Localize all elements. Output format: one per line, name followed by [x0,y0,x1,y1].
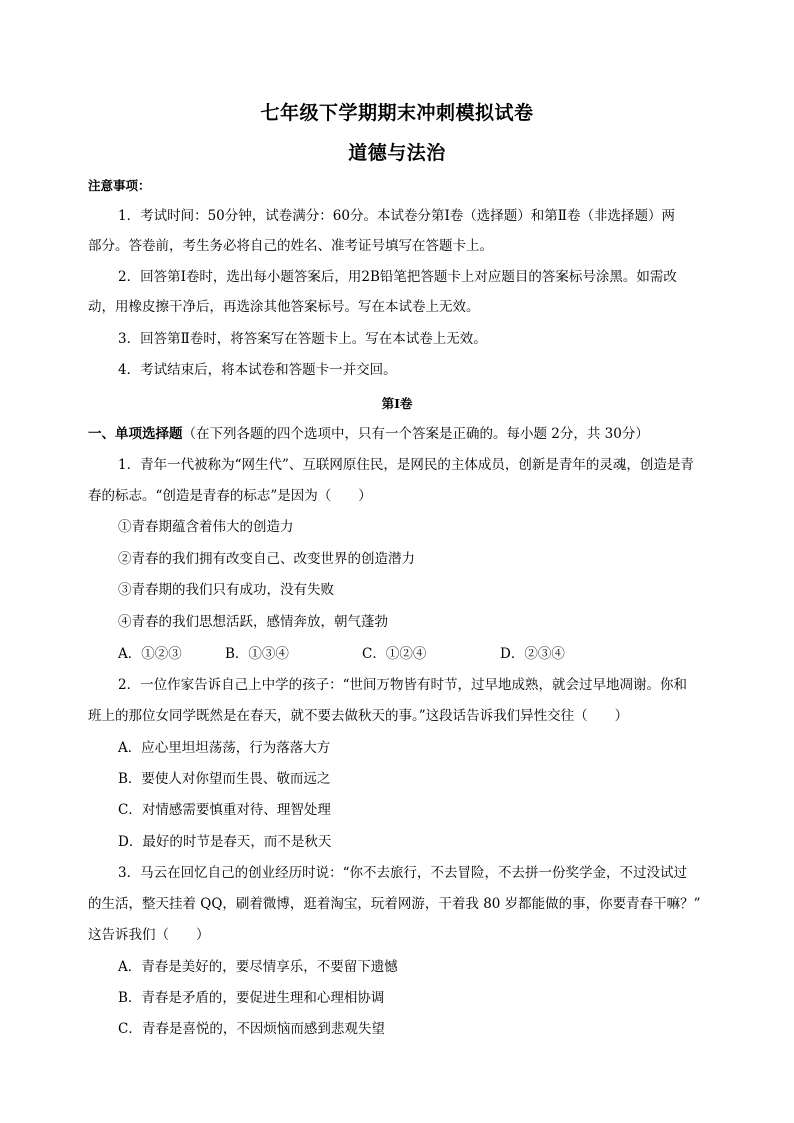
q1-option-b: B．①③④ [225,646,289,662]
q3-stem-line-3: 这告诉我们（ ） [88,927,210,943]
q2-option-d: D．最好的时节是春天，而不是秋天 [118,834,332,850]
q1-option-a: A．①②③ [118,646,182,662]
q1-statement-4: ④青春的我们思想活跃，感情奔放，朝气蓬勃 [118,614,388,630]
q1-stem-line-2: 春的标志。“创造是青春的标志”是因为（ ） [88,488,372,504]
q1-statement-1: ①青春期蕴含着伟大的创造力 [118,519,294,535]
note-3: 3．回答第Ⅱ卷时，将答案写在答题卡上。写在本试卷上无效。 [118,331,487,347]
q2-stem-line-1: 2．一位作家告诉自己上中学的孩子：“世间万物皆有时节，过早地成熟，就会过早地凋谢。你和 [118,677,687,693]
section-title: 第Ⅰ卷 [381,396,413,411]
q1-option-c: C．①②④ [362,646,427,662]
part-1-label: 一、单项选择题 [88,426,183,442]
q1-statement-3: ③青春期的我们只有成功，没有失败 [118,582,334,598]
q3-stem-line-1: 3．马云在回忆自己的创业经历时说：“你不去旅行，不去冒险，不去拼一份奖学金，不过没试过 [118,865,687,881]
q2-option-a: A．应心里坦坦荡荡，行为落落大方 [118,740,331,756]
q3-option-b: B．青春是矛盾的，要促进生理和心理相协调 [118,990,385,1006]
subject-title: 道德与法治 [348,142,446,164]
q2-option-b: B．要使人对你望而生畏、敬而远之 [118,771,331,787]
q3-option-a: A．青春是美好的，要尽情享乐，不要留下遗憾 [118,959,398,975]
q1-option-d: D．②③④ [500,646,565,662]
exam-title: 七年级下学期期末冲刺模拟试卷 [260,102,534,124]
q3-option-c: C．青春是喜悦的，不因烦恼而感到悲观失望 [118,1021,385,1037]
q1-statement-2: ②青春的我们拥有改变自己、改变世界的创造潜力 [118,551,415,567]
note-1-line-2: 部分。答卷前，考生务必将自己的姓名、准考证号填写在答题卡上。 [88,238,493,254]
note-4: 4．考试结束后，将本试卷和答题卡一并交回。 [118,362,397,378]
q1-options [118,645,678,663]
note-2-line-2: 动，用橡皮擦干净后，再选涂其他答案标号。写在本试卷上无效。 [88,299,480,315]
part-1-instruction: （在下列各题的四个选项中，只有一个答案是正确的。每小题 2分，共 30分） [182,426,649,442]
notes-heading: 注意事项： [88,178,151,193]
part-1-heading [88,425,649,443]
q2-stem-line-2: 班上的那位女同学既然是在春天，就不要去做秋天的事。”这段话告诉我们异性交往（ ） [88,708,629,724]
q3-stem-line-2: 的生活，整天挂着 QQ，刷着微博，逛着淘宝，玩着网游，干着我 80 岁都能做的事，你要青春干嘛？” [88,896,701,912]
q2-option-c: C．对情感需要慎重对待、理智处理 [118,802,331,818]
note-1-line-1: 1．考试时间：50分钟，试卷满分：60分。本试卷分第Ⅰ卷（选择题）和第Ⅱ卷（非选择题）两 [118,208,675,224]
note-2-line-1: 2．回答第Ⅰ卷时，选出每小题答案后，用2B铅笔把答题卡上对应题目的答案标号涂黑。如需改 [118,269,677,285]
q1-stem-line-1: 1．青年一代被称为“网生代”、互联网原住民，是网民的主体成员，创新是青年的灵魂，创造是青 [118,457,694,473]
